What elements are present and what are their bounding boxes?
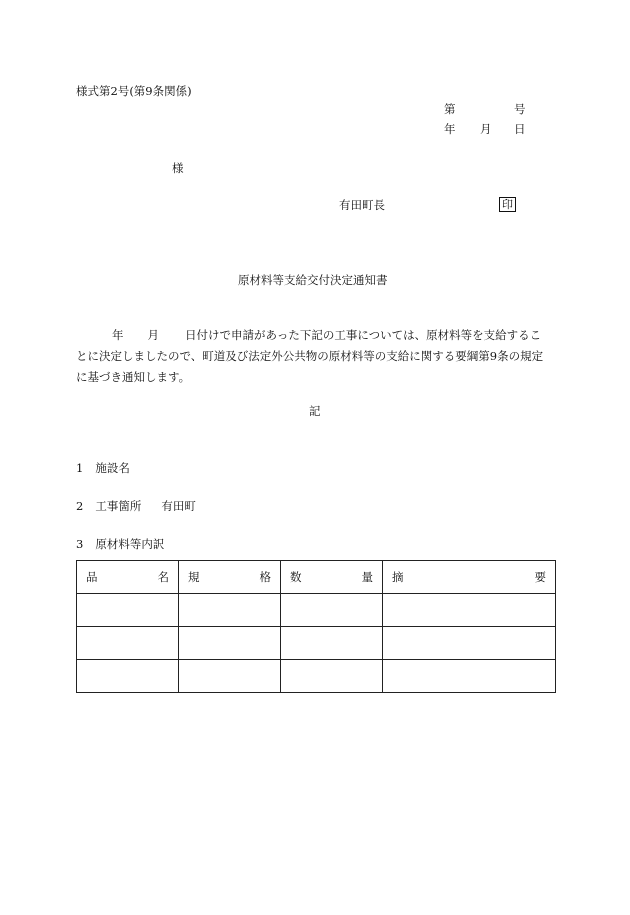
date-year: 年 <box>444 122 456 136</box>
table-cell <box>281 660 383 693</box>
table-cell <box>383 627 556 660</box>
table-row <box>77 627 556 660</box>
item-1 <box>76 463 130 475</box>
item-value: 有田町 <box>161 499 196 513</box>
date-month: 月 <box>480 122 492 136</box>
document-title: 原材料等支給交付決定通知書 <box>238 273 388 287</box>
date-day: 日 <box>514 122 526 136</box>
table-cell <box>281 594 383 627</box>
header-kikaku: 規 格 <box>179 561 281 594</box>
table-cell <box>77 660 179 693</box>
item-number: 1 <box>76 461 84 475</box>
item-label: 原材料等内訳 <box>95 537 165 551</box>
form-label: 様式第2号(第9条関係) <box>76 84 192 98</box>
header-suryo: 数 量 <box>281 561 383 594</box>
table-cell <box>281 627 383 660</box>
table-header-row <box>77 561 556 594</box>
item-3 <box>76 539 164 551</box>
item-number: 2 <box>76 499 84 513</box>
header-hinmei: 品 名 <box>77 561 179 594</box>
body-line-3: に基づき通知します。 <box>76 370 191 384</box>
body-paragraph <box>76 325 556 388</box>
item-number: 3 <box>76 537 84 551</box>
table-cell <box>179 627 281 660</box>
table-row <box>77 660 556 693</box>
body-line-2: とに決定しましたので、町道及び法定外公共物の原材料等の支給に関する要綱第9条の規定 <box>76 349 544 363</box>
number-prefix: 第 <box>444 102 456 116</box>
table-row <box>77 594 556 627</box>
body-line-1-rest: 日付けで申請があった下記の工事については、原材料等を支給するこ <box>185 328 542 342</box>
table-cell <box>179 660 281 693</box>
seal-mark: 印 <box>499 197 516 212</box>
item-label: 施設名 <box>95 461 130 475</box>
table-cell <box>383 594 556 627</box>
sender-title: 有田町長 <box>339 198 385 212</box>
body-month: 月 <box>147 328 159 342</box>
table-cell <box>77 627 179 660</box>
materials-table <box>76 560 556 693</box>
item-2 <box>76 501 196 513</box>
ki-marker: 記 <box>309 404 321 418</box>
number-suffix: 号 <box>514 102 526 116</box>
table-cell <box>179 594 281 627</box>
item-label: 工事箇所 <box>95 499 142 513</box>
table-cell <box>77 594 179 627</box>
body-year: 年 <box>112 328 124 342</box>
recipient-honorific: 様 <box>172 161 184 175</box>
header-tekiyo: 摘 要 <box>383 561 556 594</box>
body-line-1 <box>76 325 556 346</box>
table-cell <box>383 660 556 693</box>
